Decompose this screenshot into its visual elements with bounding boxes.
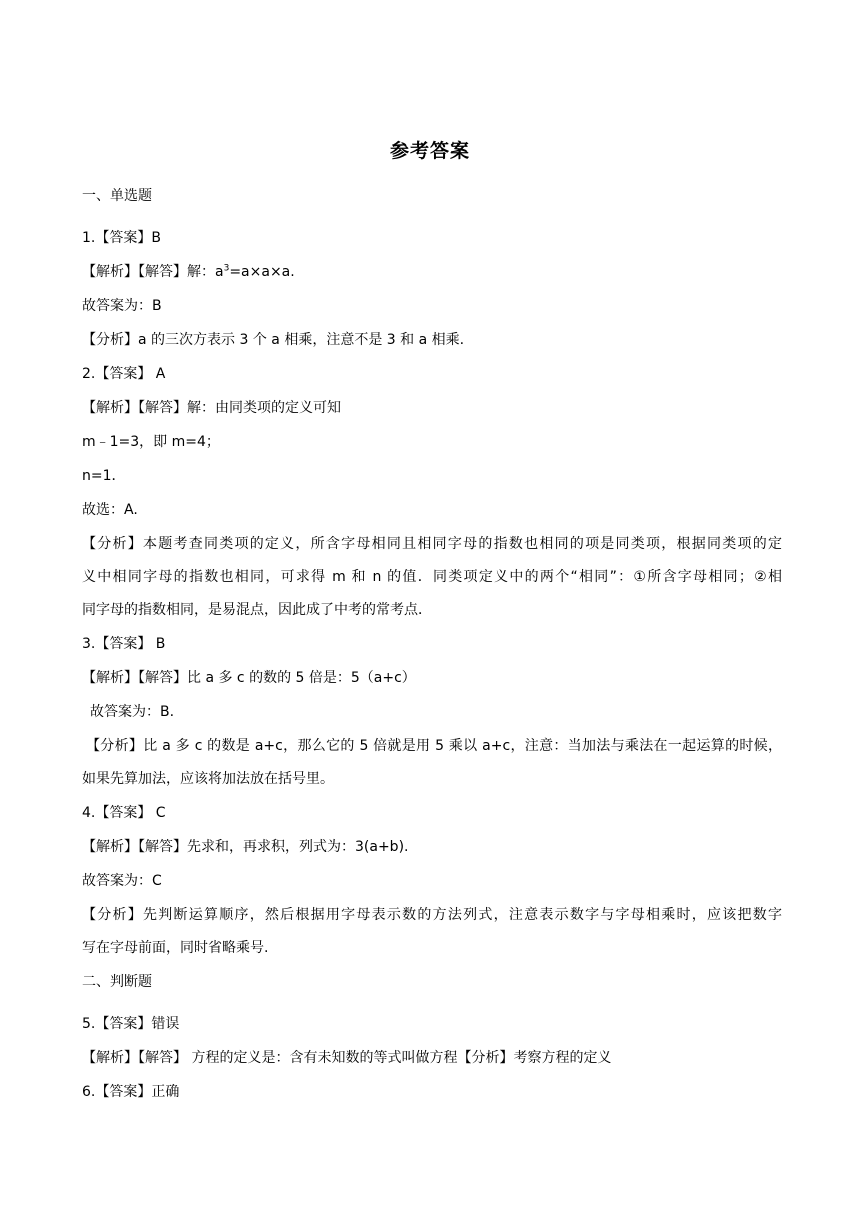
q1-exponent: 3: [223, 263, 230, 274]
q3-jiexi: 【解析】【解答】比 a 多 c 的数的 5 倍是：5（a+c）: [82, 670, 416, 686]
q1-jiexi-text: 【解析】【解答】解：a: [82, 264, 224, 280]
q5-answer: 5.【答案】错误: [82, 1016, 180, 1032]
q1-answer: 1.【答案】B: [82, 230, 161, 246]
q2-jiexi: 【解析】【解答】解：由同类项的定义可知: [82, 400, 341, 416]
q2-analysis-line-2: 义中相同字母的指数也相同，可求得 m 和 n 的值．同类项定义中的两个“相同”：①所含字母相同；②相: [82, 569, 782, 585]
q3-analysis-line-1: 【分析】比 a 多 c 的数是 a+c，那么它的 5 倍就是用 5 乘以 a+c，注意：当加法与乘法在一起运算的时候，: [86, 738, 782, 754]
section-heading-true-false: 二、判断题: [82, 974, 152, 990]
section-heading-single-choice: 一、单选题: [82, 188, 152, 204]
q1-jiexi: [82, 262, 295, 282]
page-title: 参考答案: [389, 140, 470, 162]
q1-conclusion: 故答案为：B: [82, 298, 162, 314]
q2-step-2: n=1．: [82, 468, 126, 484]
q2-analysis-line-1: 【分析】本题考查同类项的定义，所含字母相同且相同字母的指数也相同的项是同类项，根据同类项的定: [82, 536, 782, 552]
q4-analysis-line-1: 【分析】先判断运算顺序，然后根据用字母表示数的方法列式，注意表示数字与字母相乘时，应该把数字: [82, 907, 782, 923]
q2-conclusion: 故选：A.: [82, 502, 138, 518]
q5-jiexi: 【解析】【解答】 方程的定义是：含有未知数的等式叫做方程【分析】考察方程的定义: [82, 1050, 612, 1066]
q2-analysis-line-3: 同字母的指数相同，是易混点，因此成了中考的常考点．: [82, 602, 432, 618]
q2-step-1: m﹣1=3，即 m=4；: [82, 434, 220, 450]
q3-answer: 3.【答案】 B: [82, 636, 166, 652]
q6-answer: 6.【答案】正确: [82, 1084, 180, 1100]
q4-answer: 4.【答案】 C: [82, 805, 166, 821]
q2-answer: 2.【答案】 A: [82, 366, 166, 382]
q3-conclusion: 故答案为：B.: [90, 704, 175, 720]
q1-jiexi-expr: =a×a×a.: [229, 264, 295, 280]
q4-conclusion: 故答案为：C: [82, 873, 162, 889]
q4-analysis-line-2: 写在字母前面，同时省略乘号.: [82, 940, 269, 956]
q4-jiexi: 【解析】【解答】先求和，再求积，列式为：3(a+b).: [82, 839, 409, 855]
q3-analysis-line-2: 如果先算加法，应该将加法放在括号里。: [82, 771, 334, 787]
q1-analysis: 【分析】a 的三次方表示 3 个 a 相乘，注意不是 3 和 a 相乘.: [82, 332, 465, 348]
